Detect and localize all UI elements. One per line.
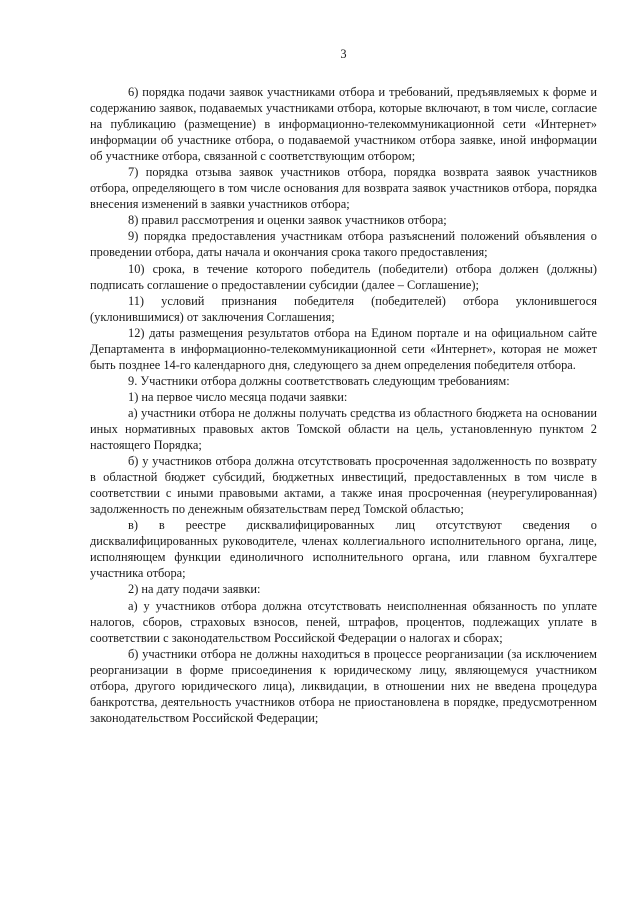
- paragraph-subsection-1: 1) на первое число месяца подачи заявки:: [128, 389, 348, 404]
- paragraph-subitem-1b: б) у участников отбора должна отсутствовать просроченная задолженность по возврату в областной бюджет субсидий, бюджетных инвестиций, предоставленных в том числе в соответствии с иными правовыми актами, а также иная просроченная (неурегулированная) задолженность по денежным обязательствам перед Томской областью;: [90, 454, 597, 517]
- page-number: 3: [340, 47, 347, 61]
- paragraph-item-6: 6) порядка подачи заявок участниками отбора и требований, предъявляемых к форме и содержанию заявок, подаваемых участниками отбора, которые включают, в том числе, согласие на публикацию (размещение) в информационно-телекоммуникационной сети «Интернет» информации об участнике отбора, о подаваемой участником отбора заявке, иной информации об участнике отбора, связанной с соответствующим отбором;: [90, 85, 597, 164]
- paragraph-subitem-1v: в) в реестре дисквалифицированных лиц отсутствуют сведения о дисквалифицированных руководителе, членах коллегиального исполнительного органа, лице, исполняющем функции единоличного исполнительного органа, или главном бухгалтере участника отбора;: [90, 518, 597, 581]
- paragraph-subitem-2a: а) у участников отбора должна отсутствовать неисполненная обязанность по уплате налогов, сборов, страховых взносов, пеней, штрафов, процентов, подлежащих уплате в соответствии с законодательством Российской Федерации о налогах и сборах;: [90, 598, 597, 645]
- paragraph-subitem-2b: б) участники отбора не должны находиться в процессе реорганизации (за исключением реорганизации в форме присоединения к юридическому лицу, являющемуся участником отбора, другого юридического лица), ликвидации, в отношении них не введена процедура банкротства, деятельность участников отбора не приостановлена в порядке, предусмотренном законодательством Российской Федерации;: [90, 646, 597, 725]
- paragraph-item-9: 9) порядка предоставления участникам отбора разъяснений положений объявления о проведении отбора, даты начала и окончания срока такого предоставления;: [90, 229, 597, 260]
- paragraph-subsection-2: 2) на дату подачи заявки:: [128, 582, 261, 597]
- paragraph-item-7: 7) порядка отзыва заявок участников отбора, порядка возврата заявок участников отбора, определяющего в том числе основания для возврата заявок участников отбора, порядка внесения изменений в заявки участников отбора;: [90, 165, 597, 212]
- paragraph-section-9: 9. Участники отбора должны соответствовать следующим требованиям:: [128, 373, 510, 388]
- paragraph-item-12: 12) даты размещения результатов отбора на Едином портале и на официальном сайте Департамента в информационно-телекоммуникационной сети «Интернет», которая не может быть позднее 14-го календарного дня, следующего за днем определения победителя отбора.: [90, 325, 597, 372]
- paragraph-item-11: 11) условий признания победителя (победителей) отбора уклонившегося (уклонившимися) от заключения Соглашения;: [90, 293, 597, 324]
- paragraph-subitem-1a: а) участники отбора не должны получать средства из областного бюджета на основании иных нормативных правовых актов Томской области на цель, установленную пунктом 2 настоящего Порядка;: [90, 405, 597, 453]
- paragraph-item-8: 8) правил рассмотрения и оценки заявок участников отбора;: [128, 213, 447, 228]
- paragraph-item-10: 10) срока, в течение которого победитель (победители) отбора должен (должны) подписать соглашение о предоставлении субсидии (далее – Соглашение);: [90, 261, 597, 292]
